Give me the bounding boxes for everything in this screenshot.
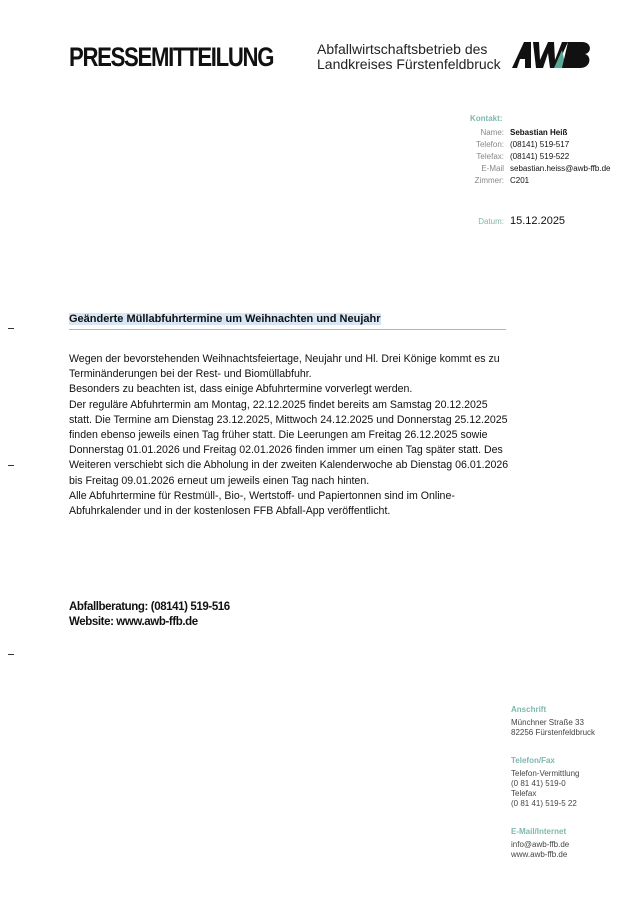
phone-line: Telefax [511, 789, 537, 798]
address-label: Anschrift [511, 705, 547, 714]
fold-mark [8, 465, 14, 466]
paragraph: Der reguläre Abfuhrtermin am Montag, 22.12.2025 findet bereits am Samstag 20.12.2025 statt. Die Termine am Dienstag 23.12.2025, Mittwoch 24.12.2025 und Donnerstag 25.12.2025 finden ebenso jeweils einen Tag früher statt. Die Leerungen am Freitag 26.12.2025 sowie Donnerstag 01.01.2026 und Freitag 02.01.2026 finden immer um einen Tag später statt. Des Weiteren verschiebt sich die Abholung in der zweiten Kalenderwoche ab Dienstag 06.01.2026 bis Freitag 09.01.2026 erneut um jeweils einen Tag nach hinten. [69, 398, 509, 487]
phone-line: (0 81 41) 519-0 [511, 779, 566, 788]
document-title: PRESSEMITTEILUNG [69, 42, 274, 72]
paragraph: Wegen der bevorstehenden Weihnachtsfeiertage, Neujahr und Hl. Drei Könige kommt es zu Terminänderungen bei der Rest- und Biomüllabfuhr. [69, 353, 500, 381]
paragraph: Besonders zu beachten ist, dass einige Abfuhrtermine vorverlegt werden. [69, 383, 413, 396]
awb-logo [510, 40, 592, 70]
field-value: C201 [510, 176, 530, 185]
date-label: Datum: [478, 217, 504, 226]
org-line-1: Abfallwirtschaftsbetrieb des [317, 41, 488, 57]
phone-block [511, 756, 595, 809]
organization-name [317, 42, 501, 72]
date-value: 15.12.2025 [510, 215, 566, 227]
info-block [69, 600, 230, 630]
address-line: 82256 Fürstenfeldbruck [511, 728, 596, 737]
contact-label: Kontakt: [470, 114, 503, 123]
field-label: E-Mail [481, 164, 504, 173]
email-link[interactable]: sebastian.heiss@awb-ffb.de [510, 164, 611, 173]
web-block [511, 827, 595, 860]
field-label: Telefax: [476, 152, 504, 161]
footer-sidebar [511, 705, 595, 860]
fold-mark [8, 328, 14, 329]
field-label: Telefon: [475, 140, 504, 149]
phone-label: Telefon/Fax [511, 756, 555, 765]
address-block [511, 705, 595, 738]
contact-row-phone [460, 137, 610, 149]
date-row [460, 211, 565, 229]
org-line-2: Landkreises Fürstenfeldbruck [317, 56, 501, 72]
email-link[interactable]: info@awb-ffb.de [511, 840, 570, 849]
field-value: (08141) 519-517 [510, 140, 570, 149]
address-line: Münchner Straße 33 [511, 718, 584, 727]
phone-line: (0 81 41) 519-5 22 [511, 799, 577, 808]
field-label: Zimmer: [474, 176, 504, 185]
paragraph: Alle Abfuhrtermine für Restmüll-, Bio-, Wertstoff- und Papiertonnen sind im Online-Abfuhrkalender und in der kostenlosen FFB Abfall-App veröffentlicht. [69, 489, 455, 518]
field-value: (08141) 519-522 [510, 152, 570, 161]
phone-line: Telefon-Vermittlung [511, 769, 580, 778]
body-text [69, 352, 509, 519]
contact-row-room [460, 173, 610, 185]
contact-row-email [460, 161, 610, 173]
website-link[interactable]: Website: www.awb-ffb.de [69, 616, 198, 628]
contact-row-name [460, 125, 610, 137]
contact-block [460, 113, 610, 185]
heading-text: Geänderte Müllabfuhrtermine um Weihnachten und Neujahr [69, 313, 381, 325]
field-label: Name: [480, 128, 504, 137]
advice-phone: Abfallberatung: (08141) 519-516 [69, 601, 230, 613]
fold-mark [8, 654, 14, 655]
website-link[interactable]: www.awb-ffb.de [511, 850, 568, 859]
web-label: E-Mail/Internet [511, 827, 567, 836]
press-heading [69, 309, 506, 330]
contact-row-fax [460, 149, 610, 161]
field-value: Sebastian Heiß [510, 128, 568, 137]
